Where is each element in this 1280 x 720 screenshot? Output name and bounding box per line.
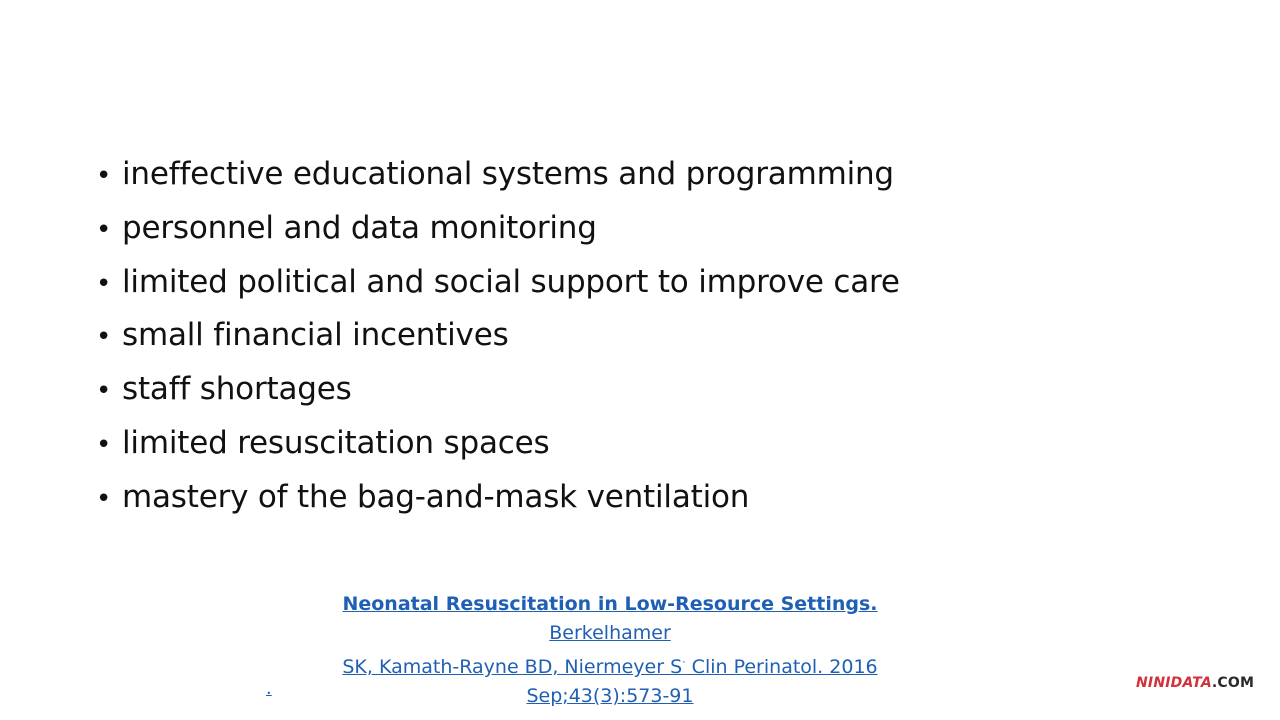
citation-authors: SK, Kamath-Rayne BD, Niermeyer S bbox=[342, 656, 683, 679]
bullet-item bbox=[96, 417, 900, 471]
bullet-dot: • bbox=[96, 483, 112, 514]
citation-title: Neonatal Resuscitation in Low-Resource Settings. bbox=[342, 593, 878, 615]
stray-link-mark[interactable]: . bbox=[266, 678, 272, 699]
bullet-text: personnel and data monitoring bbox=[122, 209, 597, 246]
citation-authors-start: Berkelhamer bbox=[549, 622, 671, 644]
bullet-text: ineffective educational systems and programming bbox=[122, 156, 894, 192]
bullet-item bbox=[96, 471, 900, 525]
bullet-dot: • bbox=[96, 322, 112, 353]
watermark-logo bbox=[1136, 675, 1254, 691]
bullet-item bbox=[96, 148, 900, 202]
bullet-item bbox=[96, 202, 900, 256]
bullet-item bbox=[96, 309, 900, 363]
bullet-dot: • bbox=[96, 376, 112, 407]
bullet-dot: • bbox=[96, 161, 112, 191]
watermark-tld: .COM bbox=[1211, 675, 1255, 691]
bullet-list bbox=[96, 148, 900, 525]
bullet-item bbox=[96, 256, 900, 310]
bullet-text: mastery of the bag-and-mask ventilation bbox=[122, 478, 750, 515]
bullet-text: small financial incentives bbox=[122, 317, 509, 354]
bullet-item bbox=[96, 363, 900, 417]
citation-journal: Clin Perinatol. 2016 bbox=[685, 656, 878, 679]
citation-superscript: · bbox=[682, 656, 686, 669]
citation-reference bbox=[290, 590, 930, 711]
watermark-brand: NINIDATA bbox=[1136, 675, 1212, 691]
bullet-text: limited resuscitation spaces bbox=[122, 424, 550, 461]
citation-volume-pages: Sep;43(3):573-91 bbox=[526, 685, 694, 708]
bullet-text: staff shortages bbox=[122, 371, 352, 408]
bullet-dot: • bbox=[96, 268, 112, 299]
bullet-dot: • bbox=[96, 429, 112, 460]
bullet-text: limited political and social support to improve care bbox=[122, 263, 900, 300]
citation-link[interactable] bbox=[342, 593, 877, 707]
bullet-dot: • bbox=[96, 214, 112, 245]
